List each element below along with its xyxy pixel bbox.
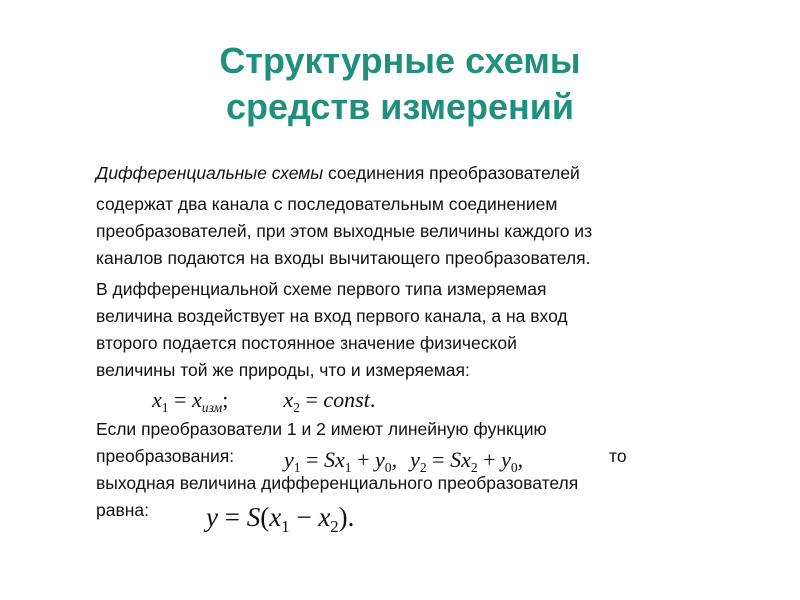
formula1-x2-sub: 2: [293, 399, 300, 415]
formula2-comma: ,: [391, 447, 398, 472]
paragraph1-line-2: содержат два канала с последовательным соединением: [96, 194, 558, 214]
paragraph2-line-2: величина воздействует на вход первого канала, а на вход: [96, 306, 568, 326]
formula2-y0b-sub: 0: [510, 459, 518, 475]
formula1-x-meas-sub: изм: [201, 399, 223, 415]
paragraph3-prefix-text: преобразования:: [96, 446, 235, 466]
paragraph1-line-1-text: соединения преобразователей: [323, 163, 580, 183]
formula2-y2-sub: 2: [419, 459, 427, 475]
title-line-2: средств измерений: [226, 86, 574, 127]
formula-differential-output: $y = S(x_1 - x_2)$.: [206, 502, 355, 536]
formula3-x2-sub: 2: [330, 516, 339, 536]
formula3-x1: x: [269, 502, 282, 532]
title-line-1: Структурные схемы: [219, 40, 581, 81]
formula2-y1: y: [284, 447, 294, 472]
formula3-y: y: [206, 502, 218, 532]
formula1-x1-sub: 1: [161, 399, 169, 415]
formula2-x2: x: [461, 447, 471, 472]
slide-title: [0, 38, 800, 130]
paragraph2-line-3: второго подается постоянное значение физической: [96, 333, 517, 353]
formula2-x1: x: [335, 447, 345, 472]
formula1-x-meas: x: [192, 387, 202, 412]
formula-linear-transform: $y_1 = Sx_1 + y_0$, $y_2 = Sx_2 + y_0$,: [284, 447, 524, 475]
formula2-y2: y: [410, 447, 420, 472]
paragraph3-line-2-prefix: [96, 443, 234, 470]
paragraph3-line-1: Если преобразователи 1 и 2 имеют линейную функцию: [96, 419, 547, 439]
paragraph3-line-2-suffix: [609, 443, 627, 470]
paragraph1-line-4: каналов подаются на входы вычитающего преобразователя.: [96, 248, 591, 268]
italic-term: Дифференциальные схемы: [96, 163, 324, 183]
formula2-y0: y: [375, 447, 385, 472]
formula3-x2: x: [318, 502, 331, 532]
formula1-separator: ;: [222, 387, 229, 412]
formula1-const: const: [323, 387, 370, 412]
formula2-comma-2: ,: [517, 447, 524, 472]
paragraph-first-type: [96, 276, 568, 384]
paragraph1-body: [96, 191, 592, 272]
paragraph3-line-4: равна:: [96, 500, 150, 520]
formula2-x1-sub: 1: [344, 459, 352, 475]
paragraph2-line-4: величины той же природы, что и измеряемая:: [96, 360, 470, 380]
paragraph1-line-3: преобразователей, при этом выходные величины каждого из: [96, 221, 593, 241]
formula-inputs: $x_1 = x_{изм}$; $x_2$ = const.: [152, 387, 376, 415]
paragraph2-line-1: В дифференциальной схеме первого типа измеряемая: [96, 279, 547, 299]
formula2-S1: S: [324, 447, 335, 472]
paragraph3-suffix-text: то: [609, 446, 627, 466]
formula2-x2-sub: 2: [470, 459, 478, 475]
formula3-x1-sub: 1: [281, 516, 290, 536]
paragraph1-line-1: [96, 160, 580, 187]
formula1-x1: x: [152, 387, 162, 412]
formula2-y0b: y: [501, 447, 511, 472]
formula2-S2: S: [450, 447, 462, 472]
formula3-S: S: [246, 502, 261, 532]
formula2-y1-sub: 1: [293, 459, 301, 475]
paragraph3-line-3: выходная величина дифференциального преобразователя: [96, 473, 579, 493]
formula3-end: .: [347, 502, 355, 532]
formula1-x2: x: [283, 387, 294, 412]
formula2-y0-sub: 0: [384, 459, 392, 475]
formula1-end: .: [369, 387, 376, 412]
paragraph-linear-function: [96, 416, 547, 443]
paragraph-differential-schemes: [96, 160, 580, 187]
